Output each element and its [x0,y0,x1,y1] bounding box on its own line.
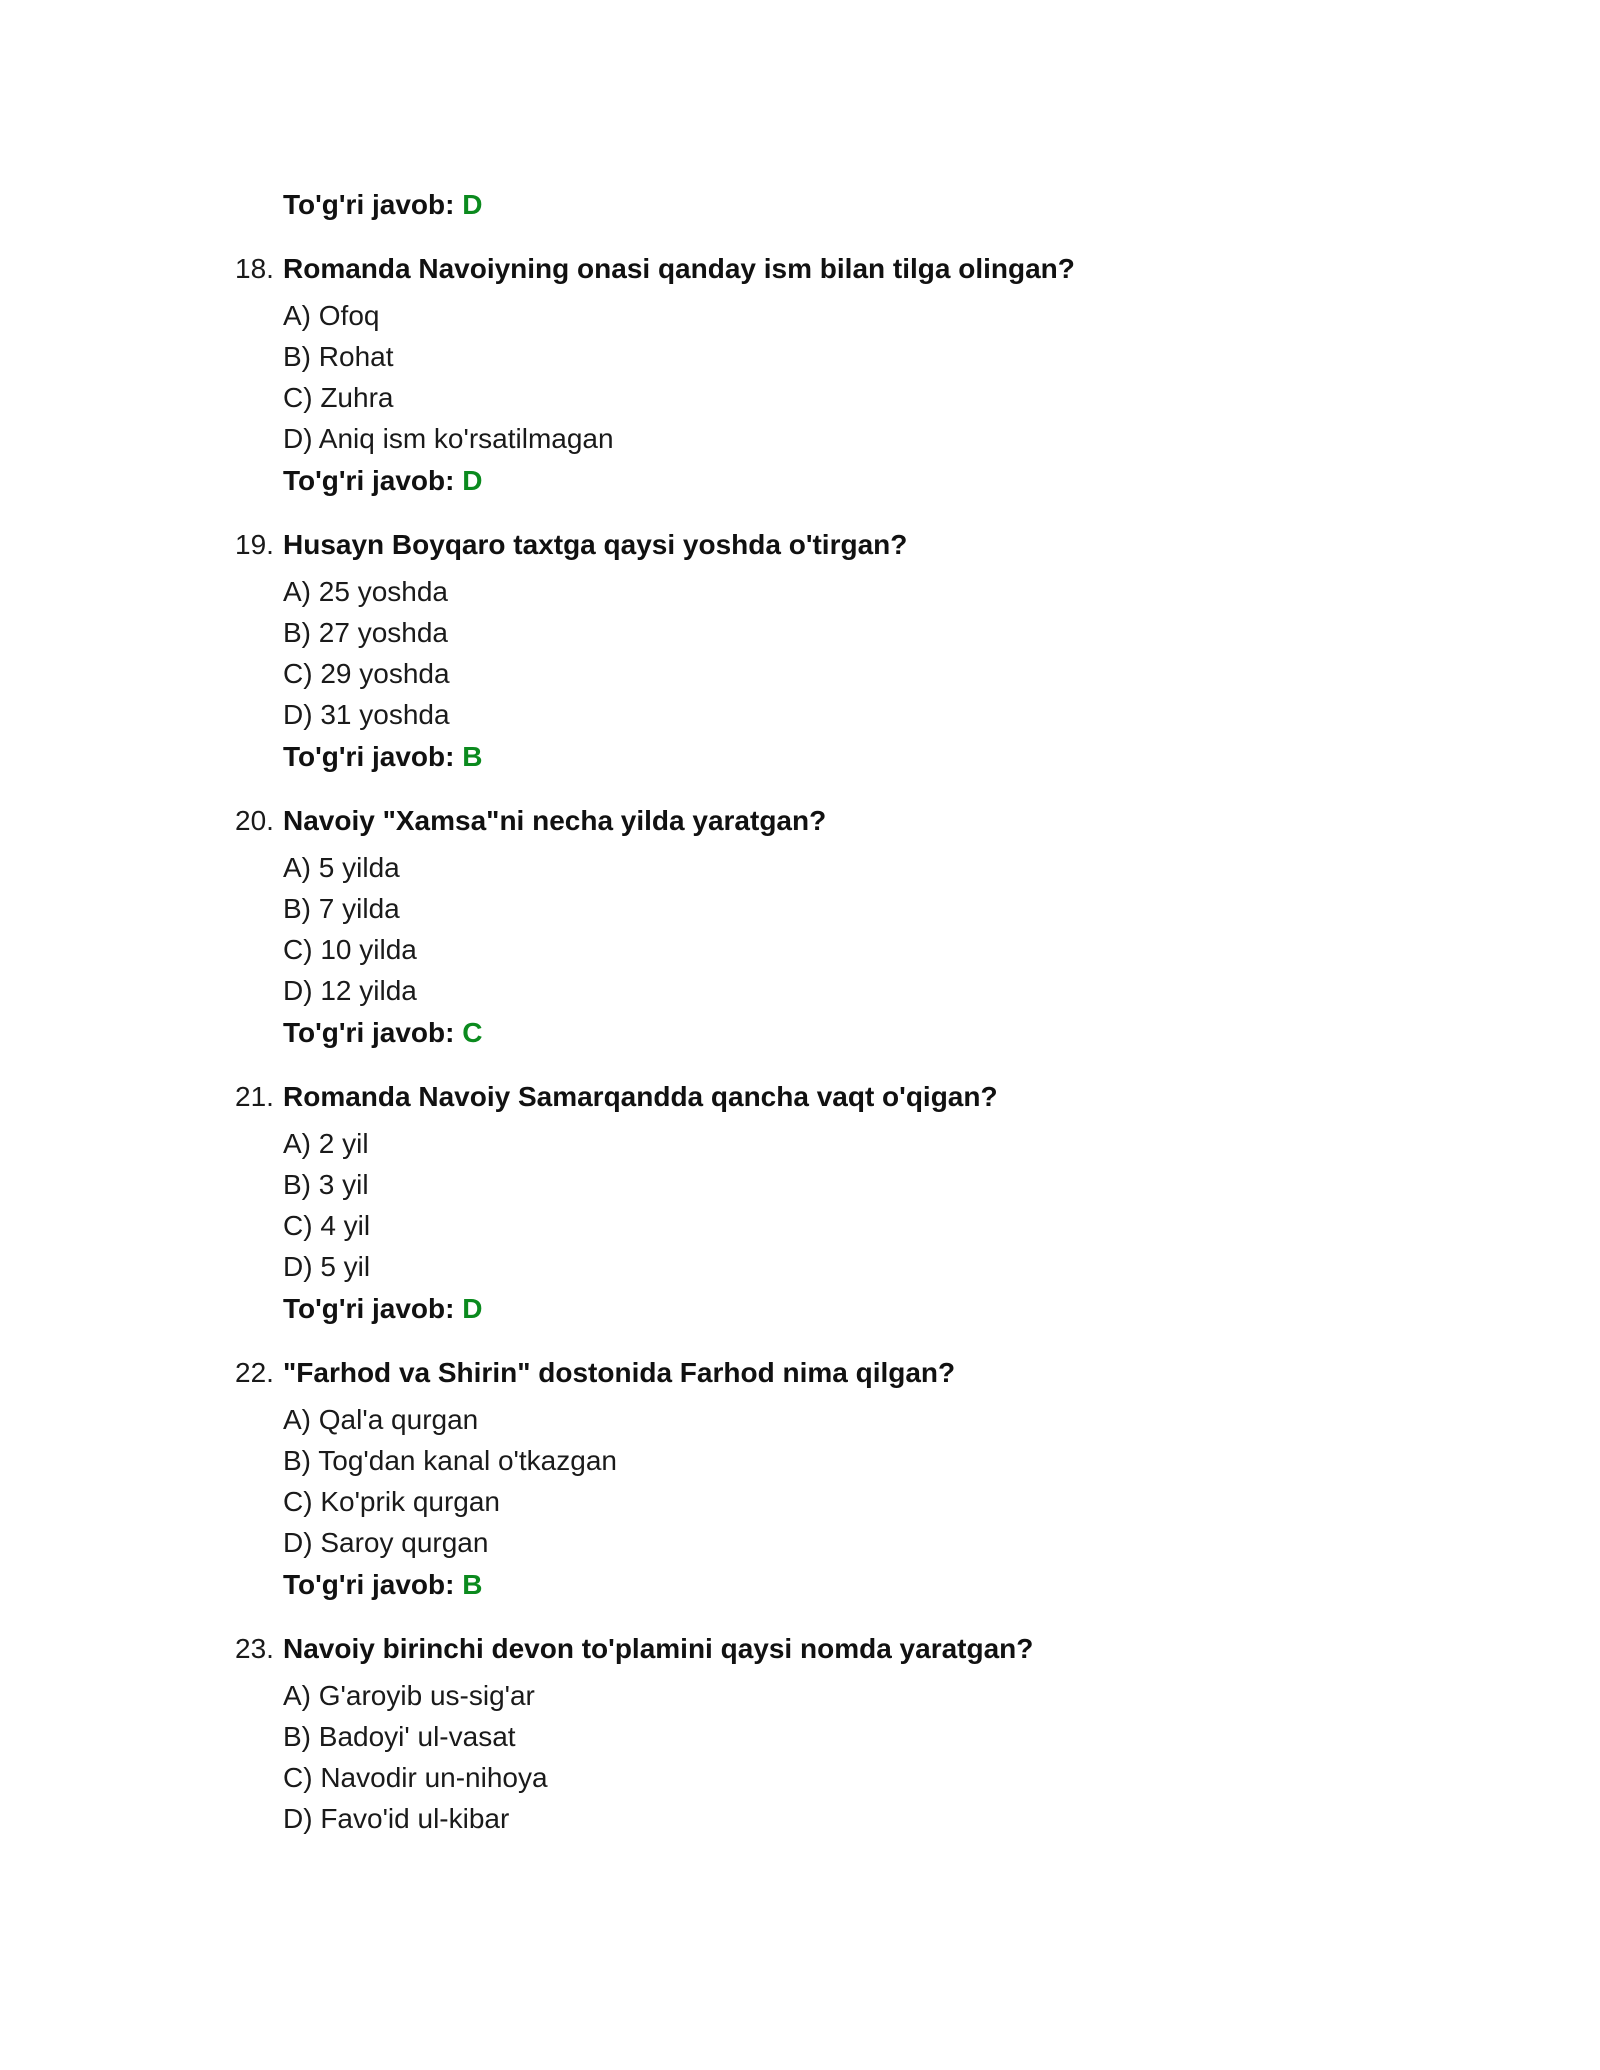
question-block [235,1351,1435,1607]
question-number: 18. [235,253,274,284]
option-list [235,847,1435,1011]
answer-label: To'g'ri javob: [283,741,455,772]
question-heading [235,1627,1435,1671]
correct-answer-line [235,735,1435,779]
answer-option: C) 4 yil [283,1210,371,1241]
answer-letter: D [462,189,483,220]
answer-option: A) 5 yilda [283,852,400,883]
answer-option: D) 5 yil [283,1251,371,1282]
answer-option: D) Saroy qurgan [283,1527,489,1558]
answer-option: A) Qal'a qurgan [283,1404,479,1435]
question-text: Navoiy "Xamsa"ni necha yilda yaratgan? [283,805,827,836]
correct-answer-line [235,1563,1435,1607]
question-heading [235,1075,1435,1119]
question-number: 22. [235,1357,274,1388]
question-block [235,1075,1435,1331]
answer-letter: D [462,1293,483,1324]
answer-option: C) 10 yilda [283,934,417,965]
answer-option: D) 12 yilda [283,975,417,1006]
question-block [235,247,1435,503]
question-text: Romanda Navoiyning onasi qanday ism bilan tilga olingan? [283,253,1075,284]
option-list [235,295,1435,459]
answer-label: To'g'ri javob: [283,1017,455,1048]
question-block [235,1627,1435,1839]
answer-option: C) Zuhra [283,382,394,413]
option-list [235,1123,1435,1287]
question-number: 19. [235,529,274,560]
answer-option: D) Favo'id ul-kibar [283,1803,510,1834]
answer-option: A) G'aroyib us-sig'ar [283,1680,535,1711]
option-list [235,571,1435,735]
question-list [235,247,1435,1839]
question-number: 20. [235,805,274,836]
question-text: Husayn Boyqaro taxtga qaysi yoshda o'tirgan? [283,529,908,560]
question-heading [235,523,1435,567]
answer-label: To'g'ri javob: [283,189,455,220]
answer-option: B) 3 yil [283,1169,369,1200]
question-text: "Farhod va Shirin" dostonida Farhod nima qilgan? [283,1357,956,1388]
question-heading [235,1351,1435,1395]
answer-option: C) Ko'prik qurgan [283,1486,500,1517]
question-text: Navoiy birinchi devon to'plamini qaysi nomda yaratgan? [283,1633,1034,1664]
answer-label: To'g'ri javob: [283,1293,455,1324]
question-heading [235,799,1435,843]
option-list [235,1399,1435,1563]
answer-option: B) 7 yilda [283,893,400,924]
answer-option: D) Aniq ism ko'rsatilmagan [283,423,614,454]
answer-option: B) Tog'dan kanal o'tkazgan [283,1445,617,1476]
answer-option: A) 2 yil [283,1128,369,1159]
answer-option: D) 31 yoshda [283,699,450,730]
answer-letter: B [462,741,483,772]
answer-option: A) 25 yoshda [283,576,448,607]
answer-option: C) Navodir un-nihoya [283,1762,548,1793]
answer-option: B) Badoyi' ul-vasat [283,1721,516,1752]
leading-answer-line [235,183,1435,227]
correct-answer-line [235,1011,1435,1055]
correct-answer-line [235,1287,1435,1331]
answer-letter: D [462,465,483,496]
answer-letter: C [462,1017,483,1048]
question-block [235,523,1435,779]
answer-label: To'g'ri javob: [283,1569,455,1600]
option-list [235,1675,1435,1839]
question-text: Romanda Navoiy Samarqandda qancha vaqt o'qigan? [283,1081,998,1112]
correct-answer-line [235,459,1435,503]
answer-option: A) Ofoq [283,300,380,331]
question-number: 21. [235,1081,274,1112]
question-heading [235,247,1435,291]
answer-letter: B [462,1569,483,1600]
question-number: 23. [235,1633,274,1664]
answer-label: To'g'ri javob: [283,465,455,496]
answer-option: C) 29 yoshda [283,658,450,689]
quiz-content [235,183,1435,1839]
question-block [235,799,1435,1055]
answer-option: B) 27 yoshda [283,617,448,648]
answer-option: B) Rohat [283,341,394,372]
